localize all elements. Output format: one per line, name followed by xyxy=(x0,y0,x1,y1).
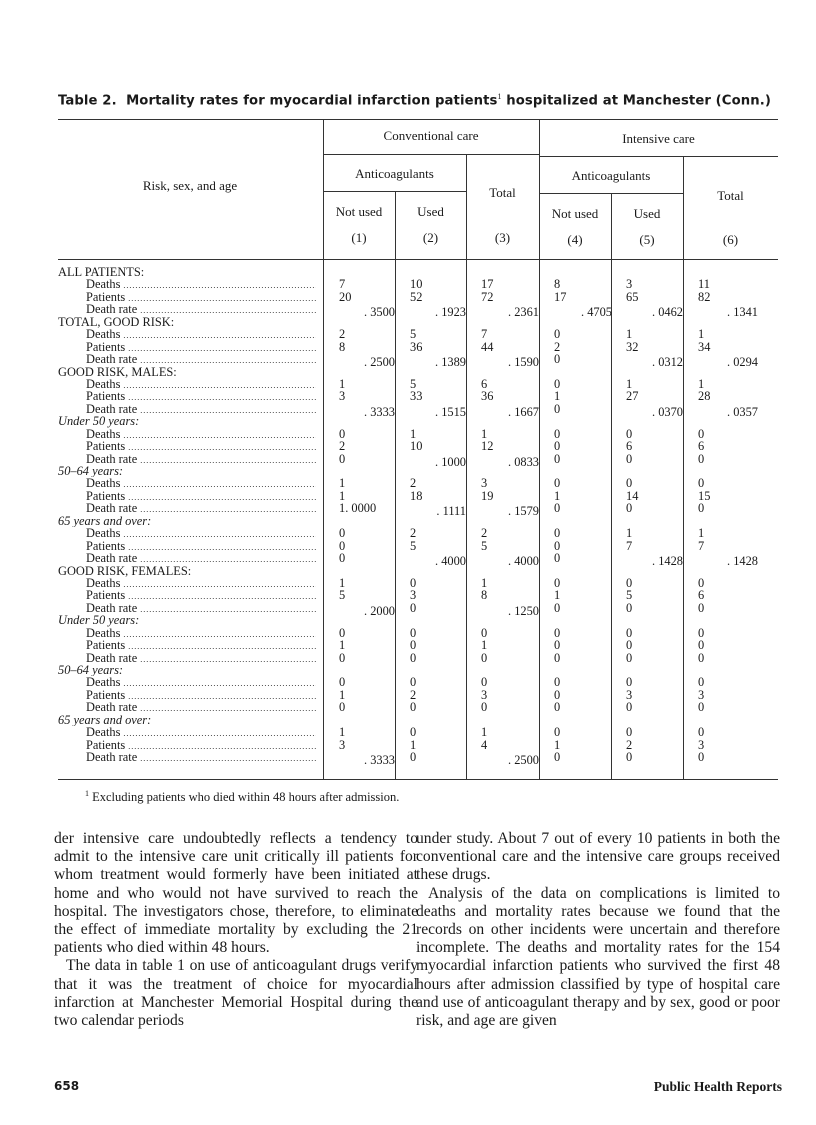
table-row xyxy=(58,490,778,502)
cell-col-1: 0 xyxy=(339,675,346,690)
col-number-6: (6) xyxy=(722,232,739,247)
cell-col-2: 5 xyxy=(410,538,417,553)
cell-col-2: . 1000 xyxy=(435,454,466,469)
cell-col-2: 0 xyxy=(410,650,417,665)
col-header-4: Not used xyxy=(551,206,599,221)
cell-col-4: 1 xyxy=(554,737,561,752)
cell-col-5: 0 xyxy=(626,700,633,715)
cell-col-3: 2 xyxy=(481,526,488,541)
journal-name: Public Health Reports xyxy=(653,1079,782,1094)
col-header-1: Not used xyxy=(335,204,383,219)
cell-col-6: 1 xyxy=(698,376,705,391)
cell-col-5: 0 xyxy=(626,638,633,653)
cell-col-4: 0 xyxy=(554,451,561,466)
table-title xyxy=(58,92,798,108)
cell-col-1: 1 xyxy=(339,376,346,391)
cell-col-5: 0 xyxy=(626,675,633,690)
cell-col-4: 0 xyxy=(554,638,561,653)
cell-col-4: 2 xyxy=(554,339,561,354)
row-label: Death rate ..... xyxy=(58,303,316,317)
table-row xyxy=(58,676,778,688)
table-row xyxy=(58,739,778,751)
cell-col-5: 0 xyxy=(626,750,633,765)
cell-col-3: 4 xyxy=(481,737,488,752)
cell-col-5: 0 xyxy=(626,451,633,466)
cell-col-5: 0 xyxy=(626,725,633,740)
age-group-label: 50–64 years: xyxy=(58,664,124,677)
cell-col-2: 36 xyxy=(410,339,423,354)
cell-col-1: 0 xyxy=(339,700,346,715)
cell-col-6: 0 xyxy=(698,700,705,715)
cell-col-2: . 4000 xyxy=(435,554,466,569)
age-group-label: Under 50 years: xyxy=(58,415,140,428)
row-label: Patients ..... xyxy=(58,739,316,753)
cell-col-3: 5 xyxy=(481,538,488,553)
cell-col-1: 1 xyxy=(339,575,346,590)
table-row xyxy=(58,278,778,290)
cell-col-3: . 2361 xyxy=(508,305,539,320)
cell-col-5: 0 xyxy=(626,625,633,640)
cell-col-1: 0 xyxy=(339,650,346,665)
cell-col-5: 6 xyxy=(626,439,633,454)
col-number-3: (3) xyxy=(494,230,511,245)
cell-col-5: 14 xyxy=(626,488,639,503)
table-bottom-rule xyxy=(58,779,778,780)
table-row xyxy=(58,451,778,469)
cell-col-4: 0 xyxy=(554,551,561,566)
cell-col-6: . 1341 xyxy=(727,305,758,320)
cell-col-4: 0 xyxy=(554,625,561,640)
cell-col-2: 1 xyxy=(410,426,417,441)
table-section-row xyxy=(58,515,778,527)
cell-col-1: . 3333 xyxy=(364,404,395,419)
cell-col-5: . 1428 xyxy=(652,554,683,569)
row-label: Patients ..... xyxy=(58,639,316,653)
table-row xyxy=(58,440,778,452)
table-row xyxy=(58,652,778,664)
cell-col-5: 1 xyxy=(626,376,633,391)
cell-col-2: . 1111 xyxy=(436,504,466,519)
table-row xyxy=(58,551,778,569)
cell-col-2: . 1389 xyxy=(435,355,466,370)
cell-col-3: . 1590 xyxy=(508,355,539,370)
cell-col-4: 0 xyxy=(554,327,561,342)
cell-col-3: 1 xyxy=(481,725,488,740)
table-number: Table 2. xyxy=(58,93,117,109)
table-section-row xyxy=(58,415,778,427)
row-label: Death rate ..... xyxy=(58,502,316,516)
row-label: Patients ..... xyxy=(58,589,316,603)
paragraph: der intensive care undoubtedly reflects a tendency to admit to the intensive care unit critically ill patients for whom treatment would formerly have been initiated at home and who would not have survived to reach the hospital. The investigators chose, therefore, to eliminate the effect of immediate mortality by excluding the 21 patients who died within 48 hours. xyxy=(54,830,418,957)
table-section-row xyxy=(58,316,778,328)
cell-col-6: 0 xyxy=(698,501,705,516)
cell-col-6: 0 xyxy=(698,426,705,441)
row-label: Patients ..... xyxy=(58,689,316,703)
cell-col-6: 0 xyxy=(698,600,705,615)
cell-col-2: 0 xyxy=(410,638,417,653)
subgroup-header-conventional: Anticoagulants xyxy=(355,166,434,181)
cell-col-4: 0 xyxy=(554,675,561,690)
cell-col-5: 3 xyxy=(626,687,633,702)
table-row xyxy=(58,328,778,340)
cell-col-3: 8 xyxy=(481,588,488,603)
table-section-row xyxy=(58,614,778,626)
cell-col-4: . 4705 xyxy=(581,305,612,320)
row-label: Death rate ..... xyxy=(58,751,316,765)
cell-col-3: 1 xyxy=(481,638,488,653)
cell-col-4: 0 xyxy=(554,526,561,541)
col-header-2: Used xyxy=(417,204,444,219)
row-label: Patients ..... xyxy=(58,540,316,554)
cell-col-4: 0 xyxy=(554,439,561,454)
row-label: Death rate ..... xyxy=(58,403,316,417)
cell-col-5: . 0462 xyxy=(652,305,683,320)
cell-col-1: 0 xyxy=(339,625,346,640)
age-group-label: 65 years and over: xyxy=(58,713,152,727)
row-label: Patients ..... xyxy=(58,341,316,355)
group-header-conventional: Conventional care xyxy=(383,128,479,143)
row-label: Death rate ..... xyxy=(58,353,316,367)
cell-col-4: 0 xyxy=(554,426,561,441)
row-label: Deaths ..... xyxy=(58,328,316,342)
cell-col-6: 3 xyxy=(698,737,705,752)
table-row xyxy=(58,589,778,601)
cell-col-5: 0 xyxy=(626,476,633,491)
cell-col-5: 1 xyxy=(626,526,633,541)
cell-col-6: 0 xyxy=(698,725,705,740)
cell-col-2: 0 xyxy=(410,575,417,590)
cell-col-4: 0 xyxy=(554,650,561,665)
cell-col-2: 5 xyxy=(410,376,417,391)
table-row xyxy=(58,291,778,303)
cell-col-6: . 1428 xyxy=(727,554,758,569)
table-title-suffix: hospitalized at Manchester (Conn.) xyxy=(506,93,771,109)
cell-col-3: 0 xyxy=(481,675,488,690)
cell-col-2: 0 xyxy=(410,600,417,615)
paragraph: The data in table 1 on use of anticoagulant drugs verify that it was the treatment of choice for myocardial infarction at Manchester Memorial Hospital during the two calendar periods xyxy=(54,957,418,1030)
cell-col-5: 0 xyxy=(626,575,633,590)
cell-col-2: . 1923 xyxy=(435,305,466,320)
row-label: Death rate ..... xyxy=(58,652,316,666)
cell-col-1: . 3500 xyxy=(364,305,395,320)
table-row xyxy=(58,352,778,370)
age-group-label: Under 50 years: xyxy=(58,614,140,627)
cell-col-3: . 4000 xyxy=(508,554,539,569)
table-row xyxy=(58,390,778,402)
cell-col-6: 1 xyxy=(698,526,705,541)
cell-col-1: 1 xyxy=(339,687,346,702)
cell-col-6: 1 xyxy=(698,327,705,342)
table-row xyxy=(58,600,778,618)
cell-col-2: 2 xyxy=(410,687,417,702)
cell-col-6: . 0357 xyxy=(727,404,758,419)
cell-col-3: 0 xyxy=(481,625,488,640)
cell-col-3: 6 xyxy=(481,376,488,391)
cell-col-5: 32 xyxy=(626,339,639,354)
cell-col-3: 44 xyxy=(481,339,494,354)
cell-col-3: 36 xyxy=(481,389,494,404)
cell-col-6: 34 xyxy=(698,339,711,354)
footnote-text: Excluding patients who died within 48 hours after admission. xyxy=(92,790,400,805)
cell-col-3: 19 xyxy=(481,488,494,503)
cell-col-2: 2 xyxy=(410,476,417,491)
cell-col-6: 11 xyxy=(698,277,710,292)
cell-col-6: 0 xyxy=(698,575,705,590)
cell-col-2: 0 xyxy=(410,625,417,640)
cell-col-4: 0 xyxy=(554,538,561,553)
row-label: Deaths ..... xyxy=(58,477,316,491)
cell-col-6: 28 xyxy=(698,389,711,404)
cell-col-1: 2 xyxy=(339,327,346,342)
col-header-5: Used xyxy=(633,206,661,221)
cell-col-4: 0 xyxy=(554,575,561,590)
cell-col-3: 3 xyxy=(481,687,488,702)
row-label: Deaths ..... xyxy=(58,278,316,292)
row-label: Death rate ..... xyxy=(58,701,316,715)
cell-col-4: 0 xyxy=(554,501,561,516)
cell-col-5: . 0370 xyxy=(652,404,683,419)
cell-col-2: 3 xyxy=(410,588,417,603)
section-label: TOTAL, GOOD RISK: xyxy=(58,315,175,329)
table-row xyxy=(58,501,778,519)
table-row xyxy=(58,701,778,713)
cell-col-5: 0 xyxy=(626,650,633,665)
table-section-row xyxy=(58,664,778,676)
cell-col-5: 1 xyxy=(626,327,633,342)
subgroup-header-intensive: Anticoagulants xyxy=(571,168,651,183)
footnote-marker: 1 xyxy=(85,789,89,798)
cell-col-6: 0 xyxy=(698,638,705,653)
cell-col-6: 0 xyxy=(698,476,705,491)
cell-col-4: 0 xyxy=(554,352,561,367)
cell-col-5: 27 xyxy=(626,389,639,404)
cell-col-6: 6 xyxy=(698,439,705,454)
row-label: Death rate ..... xyxy=(58,453,316,467)
col-number-4: (4) xyxy=(567,232,583,247)
cell-col-2: 10 xyxy=(410,439,423,454)
cell-col-1: 1 xyxy=(339,488,346,503)
cell-col-1: 1. 0000 xyxy=(339,501,377,516)
row-label: Deaths ..... xyxy=(58,627,316,641)
row-label: Deaths ..... xyxy=(58,378,316,392)
table-row xyxy=(58,577,778,589)
table-row xyxy=(58,639,778,651)
cell-col-1: . 3333 xyxy=(364,753,395,768)
row-label: Patients ..... xyxy=(58,291,316,305)
cell-col-4: 1 xyxy=(554,588,561,603)
cell-col-5: 65 xyxy=(626,289,639,304)
group-rule-conventional xyxy=(323,154,539,155)
cell-col-1: 8 xyxy=(339,339,346,354)
cell-col-1: 0 xyxy=(339,526,346,541)
col-header-3: Total xyxy=(489,185,516,200)
table-footnote xyxy=(85,789,399,805)
table-row xyxy=(58,750,778,768)
cell-col-6: 0 xyxy=(698,650,705,665)
cell-col-6: . 0294 xyxy=(727,355,758,370)
cell-col-1: 0 xyxy=(339,538,346,553)
cell-col-1: . 2500 xyxy=(364,355,395,370)
cell-col-1: 0 xyxy=(339,451,346,466)
cell-col-3: . 0833 xyxy=(508,454,539,469)
paragraph: under study. About 7 out of every 10 patients in both the conventional care and the intensive care groups received these drugs. xyxy=(416,830,780,884)
cell-col-1: 1 xyxy=(339,725,346,740)
cell-col-6: 7 xyxy=(698,538,705,553)
age-group-label: 50–64 years: xyxy=(58,465,124,478)
cell-col-6: 82 xyxy=(698,289,711,304)
row-label: Patients ..... xyxy=(58,390,316,404)
cell-col-5: 7 xyxy=(626,538,633,553)
table-row xyxy=(58,303,778,320)
row-label: Deaths ..... xyxy=(58,527,316,541)
cell-col-2: 0 xyxy=(410,725,417,740)
row-label: Patients ..... xyxy=(58,490,316,504)
cell-col-4: 17 xyxy=(554,289,567,304)
cell-col-2: 0 xyxy=(410,750,417,765)
section-label: GOOD RISK, FEMALES: xyxy=(58,564,192,577)
cell-col-2: 2 xyxy=(410,526,417,541)
cell-col-3: 0 xyxy=(481,700,488,715)
table-title-text: Mortality rates for myocardial infarction patients xyxy=(126,93,498,109)
cell-col-6: 0 xyxy=(698,451,705,466)
cell-col-3: . 1667 xyxy=(508,404,539,419)
table-row xyxy=(58,627,778,639)
cell-col-4: 8 xyxy=(554,277,561,292)
cell-col-4: 1 xyxy=(554,389,561,404)
cell-col-6: 0 xyxy=(698,625,705,640)
cell-col-2: 52 xyxy=(410,289,423,304)
cell-col-2: 33 xyxy=(410,389,423,404)
cell-col-3: 12 xyxy=(481,439,494,454)
body-text-right-column xyxy=(416,830,780,1030)
row-label: Deaths ..... xyxy=(58,428,316,442)
cell-col-6: 0 xyxy=(698,750,705,765)
row-label: Death rate ..... xyxy=(58,552,316,566)
table-top-rule xyxy=(58,119,778,120)
cell-col-3: 0 xyxy=(481,650,488,665)
cell-col-3: . 2500 xyxy=(508,753,539,768)
cell-col-2: 0 xyxy=(410,675,417,690)
cell-col-2: 10 xyxy=(410,277,423,292)
table-row xyxy=(58,726,778,738)
cell-col-3: 7 xyxy=(481,327,488,342)
cell-col-3: . 1250 xyxy=(508,603,539,618)
cell-col-1: 0 xyxy=(339,426,346,441)
group-header-intensive: Intensive care xyxy=(622,131,695,146)
cell-col-6: 3 xyxy=(698,687,705,702)
group-rule-intensive xyxy=(539,156,778,157)
cell-col-4: 0 xyxy=(554,476,561,491)
section-label: ALL PATIENTS: xyxy=(58,266,145,279)
cell-col-5: 0 xyxy=(626,426,633,441)
cell-col-3: 3 xyxy=(481,476,488,491)
body-text-left-column xyxy=(54,830,418,1030)
cell-col-6: 15 xyxy=(698,488,711,503)
age-group-label: 65 years and over: xyxy=(58,514,152,528)
cell-col-4: 0 xyxy=(554,600,561,615)
cell-col-1: 0 xyxy=(339,551,346,566)
row-label: Deaths ..... xyxy=(58,577,316,591)
page-number: 658 xyxy=(54,1079,80,1093)
row-label: Patients ..... xyxy=(58,440,316,454)
col-number-2: (2) xyxy=(422,230,439,245)
section-label: GOOD RISK, MALES: xyxy=(58,365,177,378)
table-row xyxy=(58,401,778,419)
table-row xyxy=(58,477,778,489)
table-row xyxy=(58,540,778,552)
title-footnote-ref: 1 xyxy=(497,92,502,101)
col-header-6: Total xyxy=(717,188,744,203)
cell-col-1: 2 xyxy=(339,439,346,454)
cell-col-6: 6 xyxy=(698,588,705,603)
cell-col-3: 17 xyxy=(481,277,494,292)
cell-col-5: 3 xyxy=(626,277,633,292)
cell-col-5: 5 xyxy=(626,588,633,603)
cell-col-4: 0 xyxy=(554,750,561,765)
cell-col-3: . 1579 xyxy=(508,504,539,519)
paragraph: Analysis of the data on complications is limited to deaths and mortality rates because we found that the records on other incidents were uncertain and therefore incomplete. The deaths and mortality rates for the 154 myocardial infarction patients who survived the first 48 hours after admission classified by type of hospital care and use of anticoagulant therapy and by sex, good or poor risk, and age are given xyxy=(416,884,780,1030)
cell-col-2: 1 xyxy=(410,737,417,752)
cell-col-2: . 1515 xyxy=(435,404,466,419)
stub-header: Risk, sex, and age xyxy=(142,178,238,193)
cell-col-1: . 2000 xyxy=(364,603,395,618)
row-label: Deaths ..... xyxy=(58,726,316,740)
cell-col-4: 1 xyxy=(554,488,561,503)
table-row xyxy=(58,341,778,353)
table-row xyxy=(58,689,778,701)
cell-col-5: 0 xyxy=(626,501,633,516)
table-section-row xyxy=(58,714,778,726)
table-section-row xyxy=(58,465,778,477)
cell-col-4: 0 xyxy=(554,401,561,416)
cell-col-4: 0 xyxy=(554,700,561,715)
row-label: Death rate ..... xyxy=(58,602,316,616)
cell-col-1: 5 xyxy=(339,588,346,603)
cell-col-1: 7 xyxy=(339,277,346,292)
cell-col-4: 0 xyxy=(554,687,561,702)
col-number-5: (5) xyxy=(639,232,655,247)
cell-col-4: 0 xyxy=(554,376,561,391)
cell-col-5: . 0312 xyxy=(652,355,683,370)
col-number-1: (1) xyxy=(351,230,367,245)
cell-col-2: 0 xyxy=(410,700,417,715)
row-label: Deaths ..... xyxy=(58,676,316,690)
cell-col-3: 1 xyxy=(481,575,488,590)
cell-col-5: 2 xyxy=(626,737,633,752)
cell-col-1: 3 xyxy=(339,389,346,404)
cell-col-2: 18 xyxy=(410,488,423,503)
cell-col-1: 3 xyxy=(339,737,346,752)
table-section-row xyxy=(58,366,778,378)
cell-col-1: 1 xyxy=(339,476,346,491)
table-row xyxy=(58,527,778,539)
cell-col-5: 0 xyxy=(626,600,633,615)
cell-col-4: 0 xyxy=(554,725,561,740)
cell-col-6: 0 xyxy=(698,675,705,690)
cell-col-1: 1 xyxy=(339,638,346,653)
table-section-row xyxy=(58,565,778,577)
header-bottom-rule xyxy=(58,259,778,260)
cell-col-2: 5 xyxy=(410,327,417,342)
cell-col-1: 20 xyxy=(339,289,352,304)
table-body xyxy=(58,266,778,768)
cell-col-3: 1 xyxy=(481,426,488,441)
cell-col-3: 72 xyxy=(481,289,494,304)
